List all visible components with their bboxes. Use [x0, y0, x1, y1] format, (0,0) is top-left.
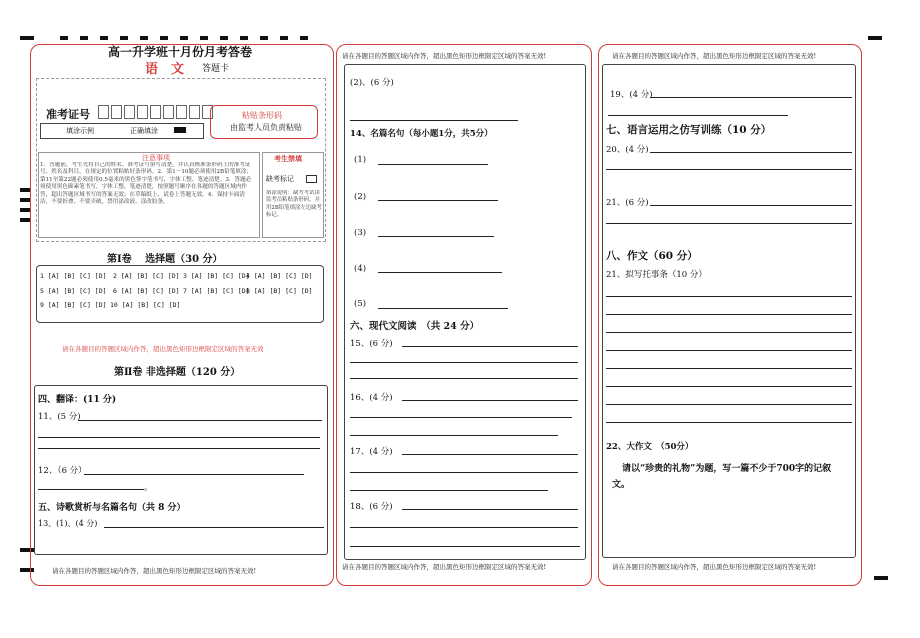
- filled-mark-icon: [174, 127, 186, 133]
- q12-label: 12、（6 分）: [38, 466, 87, 476]
- q11-line2[interactable]: [38, 437, 320, 438]
- q11-label: 11、(5 分): [38, 412, 81, 422]
- choice-q7[interactable]: 7 [A] [B] [C] [D]: [183, 287, 250, 295]
- q5-heading: 五、诗歌赏析与名篇名句（共 8 分）: [38, 503, 186, 513]
- q14-item2: (2): [354, 192, 367, 202]
- fill-correct-label: 正确填涂: [130, 127, 158, 135]
- q11-line3[interactable]: [38, 448, 320, 449]
- notes-text: 1．答题前，考生先将自己的姓名、准考证号填写清楚，并认真核准条形码上的准考证号、姓名及科目，在规定的位置粘贴好条形码。2．第1－10题必须使用2B铅笔填涂；第11至第22题必须使用0.5毫米的黑色签字笔书写，字体工整、笔迹清楚。3．答题必须使用黑色碳素笔书写，字体工整、笔迹清楚，按照题号顺序在各题的答题区域内作答，超出答题区域书写的答案无效；在草稿纸上、试卷上答题无效。4．保持卡面清洁，不要折叠、不要弄破，禁用涂改液、涂改胶条。: [40, 162, 253, 206]
- choice-q5[interactable]: 5 [A] [B] [C] [D]: [40, 287, 107, 295]
- q17-line2[interactable]: [350, 472, 578, 473]
- absent-label: 缺考标记: [266, 175, 294, 183]
- q20-label: 20、(4 分): [606, 145, 649, 155]
- warning-col3-bottom: 请在各题目的答题区域内作答，超出黑色矩形边框限定区域的答案无效!: [612, 563, 817, 571]
- q14-line3[interactable]: [378, 236, 494, 237]
- q16-line3[interactable]: [350, 435, 558, 436]
- barcode-line1: 粘贴条形码: [242, 111, 282, 120]
- q17-label: 17、(4 分): [350, 447, 393, 457]
- choice-q2[interactable]: 2 [A] [B] [C] [D]: [113, 272, 180, 280]
- q14-heading: 14、名篇名句（每小题1分，共5分）: [350, 129, 493, 139]
- q21b-label: 21、拟写托事条（10 分）: [606, 270, 707, 280]
- fill-example-label: 填涂示例: [66, 127, 94, 135]
- choice-q6[interactable]: 6 [A] [B] [C] [D]: [113, 287, 180, 295]
- q20-line2[interactable]: [606, 169, 852, 170]
- notes-title: 注意事项: [142, 154, 170, 162]
- section2-title: 第Ⅱ卷 非选择题（120 分）: [114, 367, 241, 378]
- q15-line3[interactable]: [350, 378, 578, 379]
- q18-line2[interactable]: [350, 527, 578, 528]
- q19-label: 19、(4 分): [610, 90, 653, 100]
- q15-line2[interactable]: [350, 362, 578, 363]
- essay-prompt: 请以“珍贵的礼物”为题，写一篇不少于700字的记叙文。: [612, 464, 832, 490]
- q18-label: 18、(6 分): [350, 502, 393, 512]
- q14-line4[interactable]: [378, 272, 502, 273]
- q14-line2[interactable]: [378, 200, 498, 201]
- admission-number-grid[interactable]: [98, 104, 215, 123]
- q19-line2[interactable]: [608, 115, 788, 116]
- q14-item4: (4): [354, 264, 367, 274]
- q13-line1[interactable]: [104, 527, 324, 528]
- warning-col3-top: 请在各题目的答题区域内作答，超出黑色矩形边框限定区域的答案无效!: [612, 52, 817, 60]
- q18-line3[interactable]: [350, 546, 580, 547]
- q14-line5[interactable]: [378, 308, 508, 309]
- warning-col1-mid: 请在各题目的答题区域内作答，超出黑色矩形边框限定区域的答案无效: [62, 345, 264, 353]
- card-label: 答题卡: [202, 64, 230, 74]
- admission-label: 准考证号: [46, 108, 90, 121]
- essay-line2[interactable]: [606, 314, 852, 315]
- choice-q4[interactable]: 4 [A] [B] [C] [D]: [246, 272, 313, 280]
- exam-title: 高一升学班十月份月考答卷: [108, 45, 253, 59]
- q16-label: 16、(4 分): [350, 393, 393, 403]
- warning-col2-bottom: 请在各题目的答题区域内作答，超出黑色矩形边框限定区域的答案无效!: [342, 563, 547, 571]
- choice-q9[interactable]: 9 [A] [B] [C] [D]: [40, 301, 107, 309]
- q12-end: 。: [144, 483, 154, 493]
- q7-heading: 七、语言运用之仿写训练（10 分）: [606, 124, 772, 136]
- choice-q1[interactable]: 1 [A] [B] [C] [D]: [40, 272, 107, 280]
- absent-checkbox[interactable]: [306, 175, 317, 183]
- choice-q10[interactable]: 10 [A] [B] [C] [D]: [110, 301, 181, 309]
- warning-col2-top: 请在各题目的答题区域内作答，超出黑色矩形边框限定区域的答案无效!: [342, 52, 547, 60]
- barcode-line2: 由监考人员负责粘贴: [230, 123, 302, 132]
- essay-line8[interactable]: [606, 422, 852, 423]
- q21a-line1[interactable]: [650, 205, 852, 206]
- q14-line1[interactable]: [378, 164, 488, 165]
- q12-line2[interactable]: [38, 489, 144, 490]
- q19-line1[interactable]: [650, 97, 852, 98]
- choice-q8[interactable]: 8 [A] [B] [C] [D]: [246, 287, 313, 295]
- q2-label: (2)、(6 分): [350, 78, 394, 88]
- q6-heading: 六、现代文阅读 （共 24 分）: [350, 321, 480, 332]
- absent-desc: 填涂说明：缺考考试由监考员粘贴条形码，并用2B铅笔填涂左边缺考标记。: [266, 190, 322, 219]
- q16-line2[interactable]: [350, 417, 572, 418]
- essay-line1[interactable]: [606, 296, 852, 297]
- q15-line1[interactable]: [402, 346, 578, 347]
- essay-line6[interactable]: [606, 386, 852, 387]
- q13-label: 13、(1)、(4 分): [38, 519, 98, 528]
- subject-title: 语 文: [145, 62, 185, 77]
- forbidden-title: 考生禁填: [274, 154, 302, 163]
- q4-heading: 四、翻译：(11 分): [38, 395, 117, 405]
- q14-item5: (5): [354, 299, 367, 309]
- q15-label: 15、(6 分): [350, 339, 393, 349]
- q20-line1[interactable]: [650, 152, 852, 153]
- q17-line3[interactable]: [350, 490, 548, 491]
- essay-line4[interactable]: [606, 350, 852, 351]
- q18-line1[interactable]: [402, 509, 578, 510]
- q2-line1[interactable]: [350, 120, 518, 121]
- q14-item3: (3): [354, 228, 367, 238]
- section1-title: 第Ⅰ卷 选择题（30 分）: [107, 254, 223, 265]
- q21a-line2[interactable]: [606, 223, 852, 224]
- choice-q3[interactable]: 3 [A] [B] [C] [D]: [183, 272, 250, 280]
- q16-line1[interactable]: [402, 400, 578, 401]
- q21a-label: 21、(6 分): [606, 198, 649, 208]
- q22-label: 22、大作文 （50分）: [606, 442, 694, 452]
- essay-line7[interactable]: [606, 404, 852, 405]
- q8-heading: 八、作文（60 分）: [606, 250, 698, 262]
- essay-line5[interactable]: [606, 368, 852, 369]
- q17-line1[interactable]: [402, 454, 578, 455]
- q14-item1: (1): [354, 155, 367, 165]
- warning-col1-bottom: 请在各题目的答题区域内作答，超出黑色矩形边框限定区域的答案无效!: [52, 567, 257, 575]
- q11-line1[interactable]: [78, 420, 322, 421]
- q12-line1[interactable]: [84, 474, 304, 475]
- essay-line3[interactable]: [606, 332, 852, 333]
